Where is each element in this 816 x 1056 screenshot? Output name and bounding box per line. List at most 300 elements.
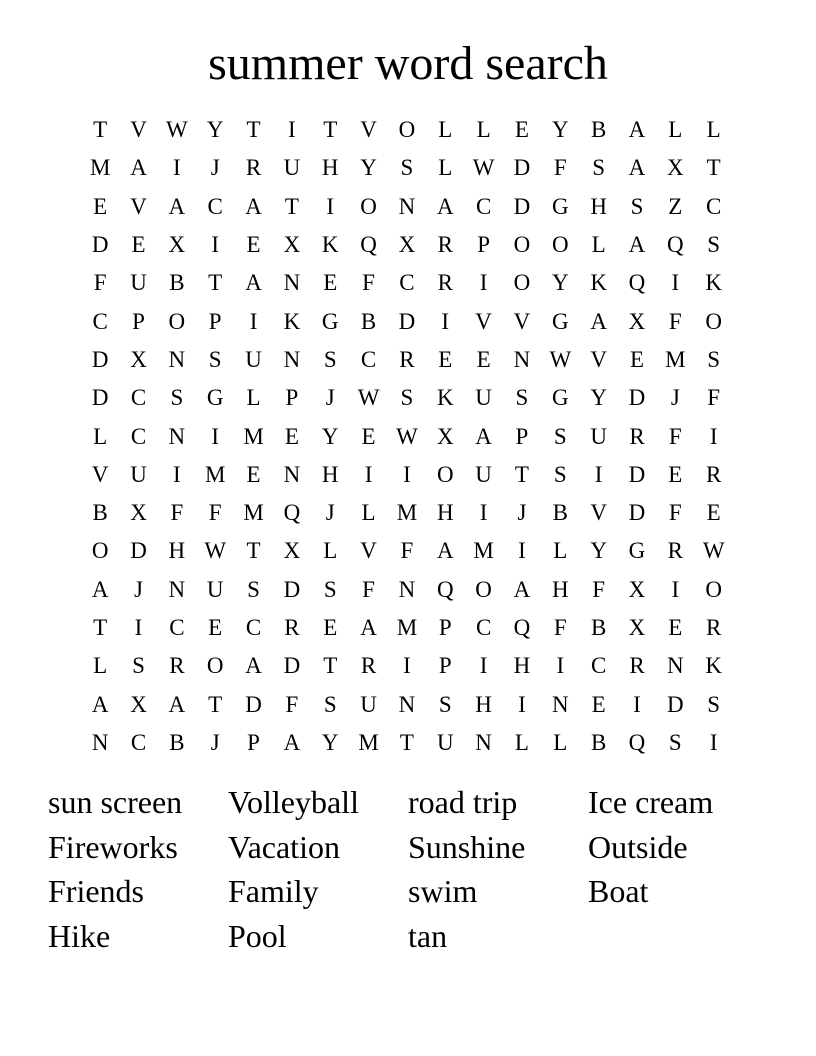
grid-letter: W (204, 538, 227, 564)
grid-letter: V (130, 117, 147, 143)
grid-letter: M (89, 155, 111, 181)
grid-letter: D (513, 193, 531, 219)
grid-letter: G (551, 308, 569, 334)
grid-letter: F (707, 385, 721, 411)
grid-letter: T (208, 691, 223, 717)
grid-letter: V (360, 538, 377, 564)
word-list-item: swim (408, 873, 478, 910)
grid-letter: O (91, 538, 109, 564)
grid-letter: O (513, 232, 531, 258)
grid-letter: S (592, 155, 606, 181)
word-list-item: Friends (48, 873, 144, 910)
grid-letter: Q (436, 576, 454, 602)
word-list-item: Vacation (228, 828, 340, 865)
grid-letter: L (438, 117, 453, 143)
grid-letter: E (629, 346, 645, 372)
grid-letter: K (436, 385, 454, 411)
grid-letter: R (169, 653, 185, 679)
grid-row (81, 494, 733, 532)
grid-letter: S (132, 653, 145, 679)
grid-letter: S (553, 423, 567, 449)
grid-letter: Y (590, 538, 607, 564)
grid-letter: E (361, 423, 376, 449)
grid-letter: T (323, 117, 338, 143)
grid-letter: J (325, 385, 335, 411)
grid-letter: X (168, 232, 186, 258)
grid-letter: P (208, 308, 222, 334)
grid-letter: W (472, 155, 495, 181)
grid-letter: A (513, 576, 531, 602)
grid-letter: O (398, 117, 416, 143)
grid-letter: D (513, 155, 531, 181)
letter-grid (81, 111, 733, 762)
grid-letter: O (206, 653, 224, 679)
grid-letter: L (361, 500, 376, 526)
grid-letter: T (514, 461, 529, 487)
grid-row (81, 609, 733, 647)
grid-row (81, 724, 733, 762)
grid-letter: T (93, 615, 108, 640)
grid-letter: F (362, 270, 375, 296)
grid-row (81, 111, 733, 149)
grid-letter: D (283, 653, 301, 679)
grid-letter: A (628, 155, 646, 181)
grid-letter: O (513, 270, 531, 296)
grid-letter: B (169, 729, 185, 755)
grid-row (81, 647, 733, 685)
word-list-item: Hike (48, 918, 111, 955)
grid-letter: L (668, 117, 683, 143)
grid-letter: D (667, 691, 684, 717)
grid-letter: W (702, 538, 725, 564)
grid-letter: U (206, 576, 224, 602)
grid-letter: U (283, 155, 301, 181)
grid-letter: F (668, 500, 682, 526)
grid-letter: F (668, 308, 682, 334)
word-list-item: Fireworks (48, 828, 178, 865)
grid-letter: C (360, 346, 377, 372)
grid-letter: R (360, 653, 377, 679)
grid-letter: A (628, 232, 646, 258)
grid-letter: M (358, 729, 379, 755)
grid-letter: V (91, 461, 109, 487)
grid-letter: E (323, 270, 338, 296)
word-list (48, 780, 768, 959)
grid-letter: U (245, 346, 262, 372)
grid-letter: V (590, 500, 607, 526)
grid-letter: E (93, 193, 108, 219)
grid-letter: X (436, 423, 454, 449)
grid-letter: E (706, 500, 721, 526)
grid-letter: I (709, 729, 718, 755)
grid-letter: D (91, 385, 109, 411)
grid-letter: B (169, 270, 185, 296)
grid-letter: I (671, 576, 680, 602)
grid-letter: F (668, 423, 682, 449)
grid-letter: A (91, 691, 109, 717)
grid-letter: I (326, 193, 335, 219)
grid-letter: R (437, 270, 453, 296)
grid-letter: F (553, 615, 567, 640)
grid-letter: E (323, 615, 338, 640)
grid-letter: K (705, 270, 722, 296)
grid-letter: P (477, 232, 490, 258)
grid-letter: U (475, 461, 492, 487)
grid-letter: H (168, 538, 186, 564)
grid-letter: X (283, 538, 301, 564)
grid-letter: E (438, 346, 453, 372)
grid-letter: C (169, 615, 185, 640)
grid-letter: W (549, 346, 572, 372)
grid-letter: L (323, 538, 338, 564)
word-list-item: tan (408, 918, 448, 955)
word-list-item: Pool (228, 918, 287, 955)
grid-letter: I (211, 423, 220, 449)
grid-row (81, 379, 733, 417)
word-list-item: Volleyball (228, 784, 359, 820)
grid-letter: P (247, 729, 260, 755)
grid-letter: J (134, 576, 143, 602)
grid-letter: C (706, 193, 722, 219)
grid-letter: T (246, 117, 261, 143)
grid-letter: C (207, 193, 223, 219)
grid-letter: T (284, 193, 299, 219)
grid-letter: A (436, 193, 454, 219)
grid-letter: V (513, 308, 531, 334)
grid-letter: C (92, 308, 108, 334)
grid-letter: E (668, 615, 683, 640)
grid-letter: C (130, 385, 147, 411)
grid-letter: T (706, 155, 721, 181)
grid-letter: I (709, 423, 718, 449)
grid-letter: A (283, 729, 301, 755)
grid-row (81, 417, 733, 455)
grid-letter: E (476, 346, 491, 372)
grid-letter: W (357, 385, 380, 411)
grid-letter: L (93, 653, 108, 679)
grid-row (81, 264, 733, 302)
grid-letter: X (398, 232, 416, 258)
grid-letter: N (398, 691, 416, 717)
grid-letter: G (206, 385, 224, 411)
grid-letter: J (210, 729, 220, 755)
grid-letter: D (628, 385, 646, 411)
grid-letter: R (629, 653, 645, 679)
grid-letter: R (667, 538, 683, 564)
grid-letter: B (590, 729, 607, 755)
grid-letter: P (438, 653, 452, 679)
grid-row (81, 532, 733, 570)
grid-letter: D (628, 461, 646, 487)
grid-letter: O (360, 193, 377, 219)
grid-letter: S (707, 232, 721, 258)
grid-letter: Y (321, 729, 339, 755)
grid-letter: I (518, 691, 526, 717)
grid-letter: A (245, 193, 262, 219)
grid-letter: E (131, 232, 146, 258)
grid-letter: J (670, 385, 680, 411)
word-list-item: road trip (408, 784, 518, 820)
grid-letter: F (592, 576, 606, 602)
grid-letter: H (475, 691, 492, 717)
grid-letter: Q (667, 232, 684, 258)
grid-letter: U (130, 461, 147, 487)
grid-letter: A (245, 270, 262, 296)
grid-letter: O (705, 308, 722, 334)
grid-letter: Y (590, 385, 607, 411)
grid-letter: N (168, 346, 186, 372)
grid-letter: Y (206, 117, 224, 143)
grid-letter: S (208, 346, 222, 372)
grid-letter: U (475, 385, 492, 411)
grid-letter: O (551, 232, 569, 258)
grid-letter: I (633, 691, 641, 717)
grid-letter: T (93, 117, 108, 143)
grid-letter: Q (513, 615, 531, 640)
grid-letter: I (173, 155, 181, 181)
grid-letter: L (706, 117, 721, 143)
grid-letter: S (400, 155, 414, 181)
grid-letter: F (553, 155, 567, 181)
grid-letter: M (396, 500, 418, 526)
grid-letter: R (437, 232, 453, 258)
grid-letter: B (360, 308, 377, 334)
grid-letter: A (475, 423, 492, 449)
grid-letter: X (130, 346, 147, 372)
grid-letter: G (628, 538, 646, 564)
word-list-item: Boat (588, 873, 649, 910)
grid-letter: A (168, 193, 186, 219)
grid-letter: Q (628, 729, 646, 755)
grid-letter: T (246, 538, 261, 564)
grid-letter: H (590, 193, 607, 219)
grid-letter: X (628, 576, 646, 602)
grid-letter: P (132, 308, 145, 334)
grid-letter: M (243, 423, 264, 449)
grid-letter: A (628, 117, 646, 143)
grid-letter: A (91, 576, 109, 602)
grid-letter: M (204, 461, 226, 487)
grid-row (81, 685, 733, 723)
grid-row (81, 302, 733, 340)
grid-letter: T (323, 653, 338, 679)
grid-letter: E (246, 232, 261, 258)
grid-letter: V (590, 346, 607, 372)
grid-letter: M (665, 346, 686, 372)
grid-letter: R (399, 346, 415, 372)
grid-letter: Q (628, 270, 646, 296)
grid-letter: D (628, 500, 646, 526)
grid-letter: A (590, 308, 607, 334)
word-list-item: sun screen (48, 784, 183, 820)
grid-letter: Q (283, 500, 301, 526)
grid-letter: Z (668, 193, 683, 219)
grid-letter: W (396, 423, 418, 449)
grid-letter: R (245, 155, 262, 181)
grid-letter: L (553, 538, 568, 564)
grid-letter: R (284, 615, 300, 640)
page-title: summer word search (208, 37, 608, 90)
grid-letter: N (667, 653, 684, 679)
grid-letter: H (551, 576, 569, 602)
grid-letter: E (284, 423, 299, 449)
grid-letter: M (396, 615, 418, 640)
grid-letter: D (283, 576, 301, 602)
grid-letter: I (556, 653, 565, 679)
grid-letter: D (91, 346, 109, 372)
grid-letter: L (246, 385, 261, 411)
grid-letter: S (323, 691, 337, 717)
grid-letter: G (321, 308, 339, 334)
grid-letter: A (245, 653, 262, 679)
grid-letter: L (591, 232, 606, 258)
grid-letter: E (668, 461, 683, 487)
grid-letter: K (283, 308, 301, 334)
grid-letter: H (436, 500, 454, 526)
grid-letter: O (168, 308, 186, 334)
grid-letter: N (168, 423, 186, 449)
grid-letter: Y (321, 423, 339, 449)
grid-letter: X (130, 691, 147, 717)
grid-letter: J (210, 155, 220, 181)
grid-letter: M (243, 500, 264, 526)
grid-letter: N (475, 729, 492, 755)
grid-letter: G (551, 385, 569, 411)
grid-letter: N (283, 346, 301, 372)
grid-letter: N (513, 346, 531, 372)
grid-letter: X (130, 500, 147, 526)
grid-letter: C (245, 615, 262, 640)
grid-letter: F (285, 691, 299, 717)
grid-letter: J (325, 500, 335, 526)
grid-letter: P (285, 385, 299, 411)
grid-letter: I (441, 308, 450, 334)
grid-letter: S (323, 346, 337, 372)
grid-letter: K (590, 270, 607, 296)
grid-letter: H (321, 155, 339, 181)
grid-letter: F (170, 500, 184, 526)
grid-letter: F (93, 270, 107, 296)
grid-letter: C (399, 270, 415, 296)
grid-letter: S (438, 691, 452, 717)
grid-letter: X (283, 232, 301, 258)
grid-letter: C (590, 653, 607, 679)
grid-letter: C (130, 729, 147, 755)
grid-letter: R (706, 615, 722, 640)
grid-letter: L (476, 117, 491, 143)
grid-row (81, 456, 733, 494)
grid-letter: X (667, 155, 684, 181)
grid-letter: W (166, 117, 188, 143)
grid-letter: S (707, 691, 721, 717)
grid-letter: E (514, 117, 529, 143)
grid-letter: B (590, 615, 607, 640)
grid-letter: R (706, 461, 722, 487)
grid-letter: L (93, 423, 108, 449)
grid-letter: A (130, 155, 147, 181)
grid-row (81, 341, 733, 379)
grid-letter: U (360, 691, 377, 717)
grid-letter: S (630, 193, 644, 219)
grid-letter: V (130, 193, 147, 219)
grid-letter: O (475, 576, 492, 602)
grid-letter: N (398, 193, 416, 219)
grid-letter: I (249, 308, 258, 334)
grid-letter: I (671, 270, 680, 296)
grid-letter: I (403, 653, 411, 679)
grid-letter: S (170, 385, 184, 411)
grid-letter: I (288, 117, 296, 143)
grid-letter: O (436, 461, 454, 487)
grid-letter: V (360, 117, 377, 143)
grid-letter: F (362, 576, 375, 602)
grid-letter: L (438, 155, 453, 181)
grid-letter: N (168, 576, 186, 602)
grid-letter: I (403, 461, 411, 487)
grid-letter: E (246, 461, 261, 487)
grid-letter: I (173, 461, 181, 487)
grid-letter: T (399, 729, 414, 755)
grid-letter: H (513, 653, 531, 679)
grid-letter: S (400, 385, 414, 411)
grid-letter: D (245, 691, 262, 717)
grid-letter: P (438, 615, 452, 640)
grid-letter: N (551, 691, 569, 717)
grid-letter: J (517, 500, 527, 526)
grid-letter: N (283, 461, 301, 487)
grid-letter: L (553, 729, 568, 755)
grid-letter: G (551, 193, 569, 219)
grid-letter: S (515, 385, 529, 411)
grid-letter: O (705, 576, 722, 602)
grid-letter: U (436, 729, 454, 755)
grid-letter: F (208, 500, 222, 526)
grid-letter: S (247, 576, 260, 602)
grid-letter: I (364, 461, 373, 487)
word-list-item: Sunshine (408, 828, 526, 865)
grid-letter: S (553, 461, 567, 487)
grid-letter: I (594, 461, 603, 487)
grid-letter: Y (360, 155, 377, 181)
grid-letter: Q (360, 232, 377, 258)
grid-letter: B (92, 500, 108, 526)
grid-letter: C (475, 193, 492, 219)
grid-letter: C (475, 615, 492, 640)
grid-letter: M (473, 538, 494, 564)
grid-letter: T (208, 270, 223, 296)
grid-letter: S (668, 729, 682, 755)
grid-letter: U (130, 270, 147, 296)
grid-row (81, 188, 733, 226)
grid-letter: B (552, 500, 568, 526)
grid-letter: B (590, 117, 607, 143)
grid-letter: I (518, 538, 526, 564)
grid-letter: Y (551, 270, 569, 296)
grid-letter: A (168, 691, 186, 717)
grid-letter: D (130, 538, 147, 564)
word-list-item: Outside (588, 828, 688, 865)
grid-letter: L (514, 729, 529, 755)
grid-letter: X (628, 308, 646, 334)
grid-letter: I (479, 653, 488, 679)
grid-row (81, 149, 733, 187)
grid-letter: N (283, 270, 301, 296)
grid-letter: U (590, 423, 607, 449)
grid-letter: Y (551, 117, 569, 143)
grid-letter: K (321, 232, 339, 258)
grid-row (81, 571, 733, 609)
grid-letter: X (628, 615, 646, 640)
